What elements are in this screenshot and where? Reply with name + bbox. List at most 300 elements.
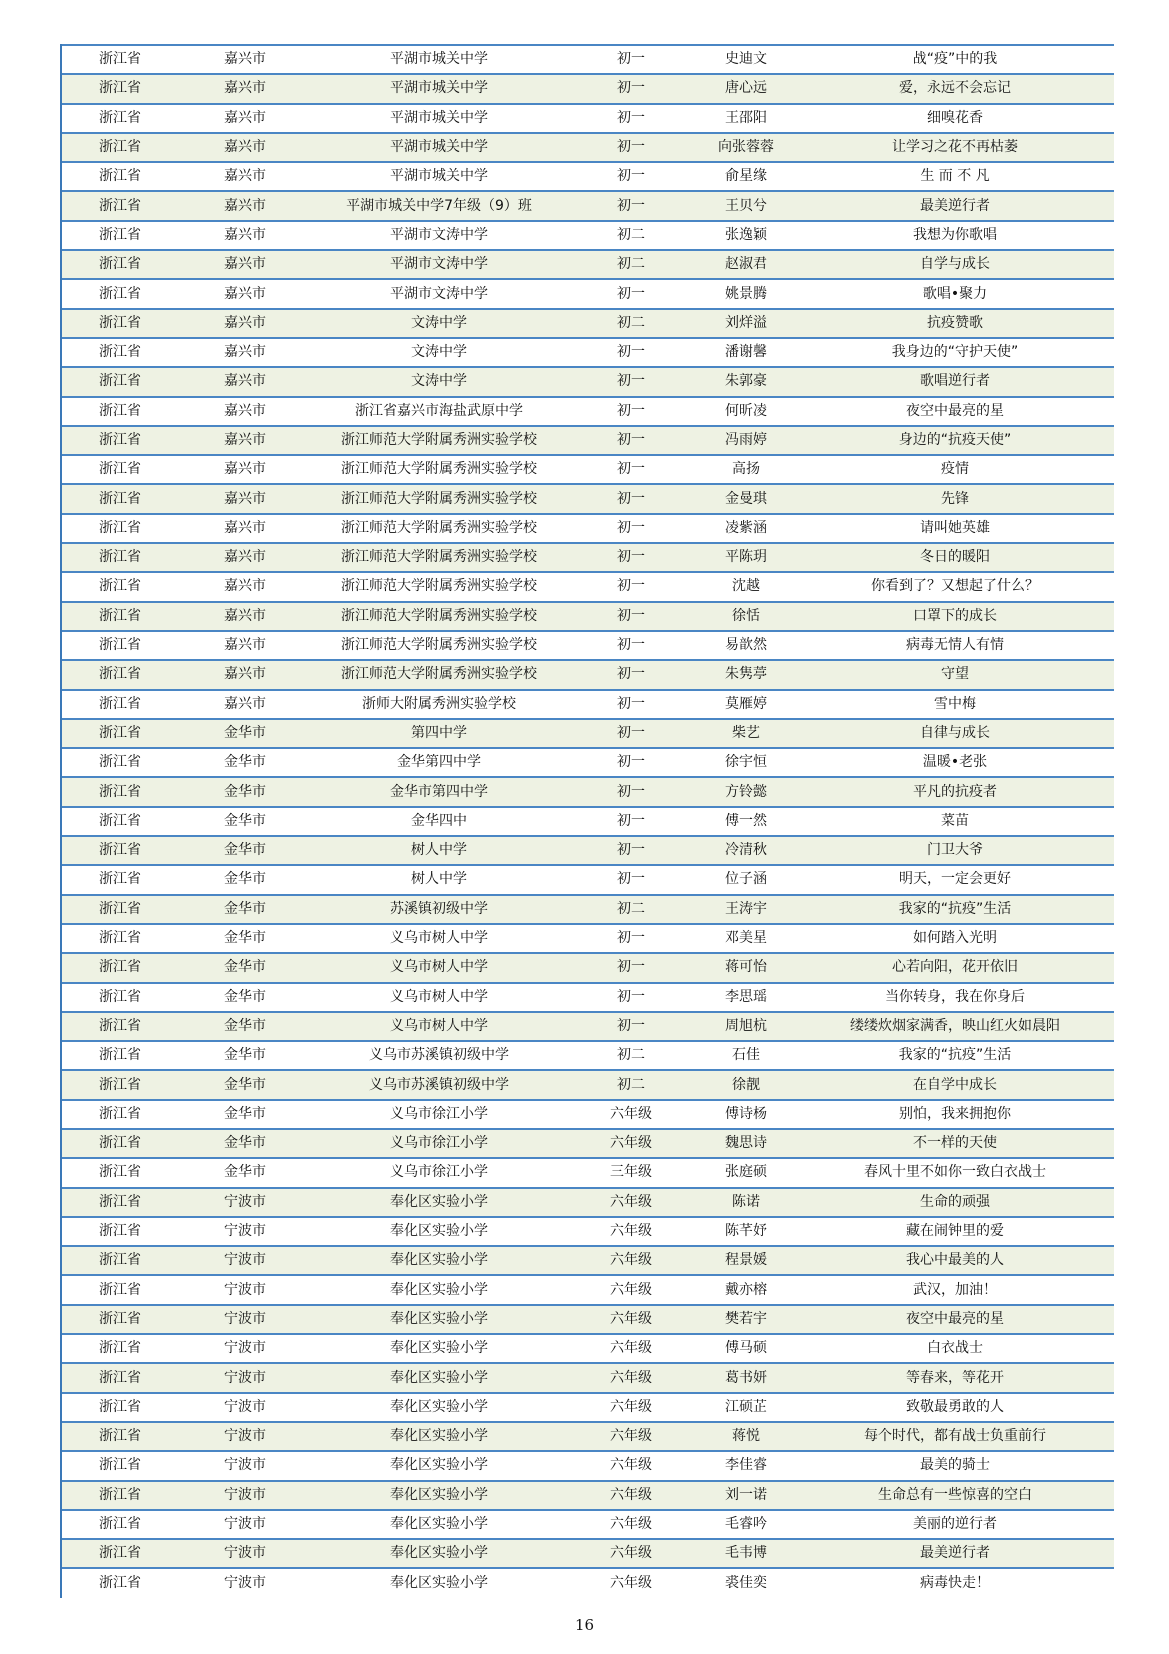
cell-grade: 初二 xyxy=(566,250,696,279)
cell-student-name: 毛韦博 xyxy=(696,1539,796,1568)
cell-essay-title: 病毒无情人有情 xyxy=(796,631,1114,660)
table-row xyxy=(62,162,1114,191)
cell-city: 金华市 xyxy=(178,953,312,982)
cell-school: 平湖市城关中学 xyxy=(312,104,566,133)
cell-student-name: 赵淑君 xyxy=(696,250,796,279)
table-row xyxy=(62,221,1114,250)
awards-table xyxy=(62,44,1114,1598)
cell-essay-title: 春风十里不如你一致白衣战士 xyxy=(796,1158,1114,1187)
cell-city: 嘉兴市 xyxy=(178,660,312,689)
cell-essay-title: 守望 xyxy=(796,660,1114,689)
cell-province: 浙江省 xyxy=(62,1334,178,1363)
cell-school: 金华市第四中学 xyxy=(312,777,566,806)
cell-school: 义乌市树人中学 xyxy=(312,1012,566,1041)
cell-essay-title: 等春来，等花开 xyxy=(796,1363,1114,1392)
cell-student-name: 姚景腾 xyxy=(696,279,796,308)
cell-city: 嘉兴市 xyxy=(178,250,312,279)
cell-city: 金华市 xyxy=(178,983,312,1012)
cell-school: 苏溪镇初级中学 xyxy=(312,895,566,924)
cell-city: 金华市 xyxy=(178,1129,312,1158)
cell-student-name: 蒋可怡 xyxy=(696,953,796,982)
table-row xyxy=(62,279,1114,308)
cell-province: 浙江省 xyxy=(62,484,178,513)
cell-city: 宁波市 xyxy=(178,1510,312,1539)
cell-student-name: 陈芊妤 xyxy=(696,1217,796,1246)
cell-grade: 初一 xyxy=(566,748,696,777)
cell-student-name: 葛书妍 xyxy=(696,1363,796,1392)
table-row xyxy=(62,836,1114,865)
cell-province: 浙江省 xyxy=(62,133,178,162)
cell-province: 浙江省 xyxy=(62,1217,178,1246)
cell-city: 金华市 xyxy=(178,836,312,865)
cell-grade: 初一 xyxy=(566,455,696,484)
cell-student-name: 方铃懿 xyxy=(696,777,796,806)
cell-essay-title: 疫情 xyxy=(796,455,1114,484)
cell-school: 义乌市徐江小学 xyxy=(312,1100,566,1129)
cell-essay-title: 白衣战士 xyxy=(796,1334,1114,1363)
table-row xyxy=(62,1422,1114,1451)
cell-grade: 初一 xyxy=(566,690,696,719)
cell-student-name: 王邵阳 xyxy=(696,104,796,133)
table-row xyxy=(62,1158,1114,1187)
cell-grade: 初一 xyxy=(566,133,696,162)
cell-school: 奉化区实验小学 xyxy=(312,1422,566,1451)
cell-essay-title: 别怕，我来拥抱你 xyxy=(796,1100,1114,1129)
awards-table-container xyxy=(60,44,1114,1598)
cell-grade: 六年级 xyxy=(566,1334,696,1363)
cell-province: 浙江省 xyxy=(62,162,178,191)
cell-province: 浙江省 xyxy=(62,1246,178,1275)
cell-school: 平湖市城关中学 xyxy=(312,45,566,74)
cell-city: 金华市 xyxy=(178,924,312,953)
cell-student-name: 徐恬 xyxy=(696,602,796,631)
table-row xyxy=(62,719,1114,748)
cell-essay-title: 夜空中最亮的星 xyxy=(796,1305,1114,1334)
cell-essay-title: 当你转身，我在你身后 xyxy=(796,983,1114,1012)
table-row xyxy=(62,631,1114,660)
cell-grade: 六年级 xyxy=(566,1246,696,1275)
cell-grade: 初一 xyxy=(566,162,696,191)
cell-province: 浙江省 xyxy=(62,1041,178,1070)
cell-grade: 初一 xyxy=(566,543,696,572)
table-row xyxy=(62,367,1114,396)
cell-province: 浙江省 xyxy=(62,1539,178,1568)
cell-grade: 初一 xyxy=(566,397,696,426)
table-row xyxy=(62,250,1114,279)
cell-city: 嘉兴市 xyxy=(178,602,312,631)
cell-essay-title: 歌唱逆行者 xyxy=(796,367,1114,396)
cell-school: 金华四中 xyxy=(312,807,566,836)
table-row xyxy=(62,777,1114,806)
cell-province: 浙江省 xyxy=(62,338,178,367)
cell-school: 浙师大附属秀洲实验学校 xyxy=(312,690,566,719)
cell-school: 义乌市树人中学 xyxy=(312,983,566,1012)
table-row xyxy=(62,748,1114,777)
cell-province: 浙江省 xyxy=(62,983,178,1012)
cell-city: 宁波市 xyxy=(178,1393,312,1422)
cell-school: 奉化区实验小学 xyxy=(312,1363,566,1392)
cell-school: 奉化区实验小学 xyxy=(312,1334,566,1363)
cell-student-name: 王涛宇 xyxy=(696,895,796,924)
cell-student-name: 向张蓉蓉 xyxy=(696,133,796,162)
cell-city: 嘉兴市 xyxy=(178,572,312,601)
cell-student-name: 毛睿吟 xyxy=(696,1510,796,1539)
cell-school: 义乌市苏溪镇初级中学 xyxy=(312,1070,566,1099)
table-row xyxy=(62,924,1114,953)
cell-province: 浙江省 xyxy=(62,1012,178,1041)
cell-student-name: 傅诗杨 xyxy=(696,1100,796,1129)
cell-student-name: 刘烊溢 xyxy=(696,309,796,338)
cell-grade: 初一 xyxy=(566,602,696,631)
cell-grade: 初一 xyxy=(566,484,696,513)
cell-school: 金华第四中学 xyxy=(312,748,566,777)
table-row xyxy=(62,1568,1114,1597)
cell-city: 宁波市 xyxy=(178,1188,312,1217)
table-row xyxy=(62,1393,1114,1422)
cell-essay-title: 我家的“抗疫”生活 xyxy=(796,895,1114,924)
cell-grade: 初一 xyxy=(566,279,696,308)
table-body xyxy=(62,45,1114,1598)
cell-grade: 初一 xyxy=(566,45,696,74)
cell-province: 浙江省 xyxy=(62,543,178,572)
cell-city: 嘉兴市 xyxy=(178,133,312,162)
cell-essay-title: 你看到了？又想起了什么？ xyxy=(796,572,1114,601)
cell-school: 浙江师范大学附属秀洲实验学校 xyxy=(312,572,566,601)
cell-city: 嘉兴市 xyxy=(178,74,312,103)
cell-school: 义乌市苏溪镇初级中学 xyxy=(312,1041,566,1070)
cell-city: 嘉兴市 xyxy=(178,484,312,513)
table-row xyxy=(62,484,1114,513)
cell-city: 嘉兴市 xyxy=(178,45,312,74)
cell-student-name: 俞星缘 xyxy=(696,162,796,191)
cell-school: 树人中学 xyxy=(312,836,566,865)
cell-grade: 三年级 xyxy=(566,1158,696,1187)
cell-province: 浙江省 xyxy=(62,1363,178,1392)
cell-school: 奉化区实验小学 xyxy=(312,1217,566,1246)
cell-school: 奉化区实验小学 xyxy=(312,1246,566,1275)
cell-grade: 初一 xyxy=(566,836,696,865)
cell-essay-title: 藏在闹钟里的爱 xyxy=(796,1217,1114,1246)
cell-essay-title: 病毒快走！ xyxy=(796,1568,1114,1597)
table-row xyxy=(62,1305,1114,1334)
cell-grade: 六年级 xyxy=(566,1568,696,1597)
cell-grade: 初一 xyxy=(566,367,696,396)
table-row xyxy=(62,514,1114,543)
cell-grade: 六年级 xyxy=(566,1275,696,1304)
cell-province: 浙江省 xyxy=(62,660,178,689)
cell-essay-title: 如何踏入光明 xyxy=(796,924,1114,953)
cell-province: 浙江省 xyxy=(62,309,178,338)
cell-grade: 初一 xyxy=(566,719,696,748)
cell-province: 浙江省 xyxy=(62,104,178,133)
cell-student-name: 平陈玥 xyxy=(696,543,796,572)
cell-student-name: 江硕芷 xyxy=(696,1393,796,1422)
cell-school: 浙江师范大学附属秀洲实验学校 xyxy=(312,602,566,631)
cell-city: 金华市 xyxy=(178,865,312,894)
table-row xyxy=(62,1510,1114,1539)
cell-student-name: 刘一诺 xyxy=(696,1481,796,1510)
table-row xyxy=(62,74,1114,103)
table-row xyxy=(62,1012,1114,1041)
cell-student-name: 戴亦榕 xyxy=(696,1275,796,1304)
cell-province: 浙江省 xyxy=(62,250,178,279)
cell-province: 浙江省 xyxy=(62,455,178,484)
cell-essay-title: 自律与成长 xyxy=(796,719,1114,748)
table-row xyxy=(62,660,1114,689)
table-row xyxy=(62,309,1114,338)
cell-essay-title: 雪中梅 xyxy=(796,690,1114,719)
cell-grade: 六年级 xyxy=(566,1188,696,1217)
cell-city: 嘉兴市 xyxy=(178,309,312,338)
cell-student-name: 位子涵 xyxy=(696,865,796,894)
cell-essay-title: 生命的顽强 xyxy=(796,1188,1114,1217)
cell-province: 浙江省 xyxy=(62,602,178,631)
table-row xyxy=(62,602,1114,631)
cell-school: 平湖市文涛中学 xyxy=(312,250,566,279)
cell-city: 金华市 xyxy=(178,1100,312,1129)
cell-student-name: 蒋悦 xyxy=(696,1422,796,1451)
table-row xyxy=(62,1275,1114,1304)
cell-grade: 六年级 xyxy=(566,1129,696,1158)
cell-essay-title: 歌唱•聚力 xyxy=(796,279,1114,308)
cell-student-name: 李思瑶 xyxy=(696,983,796,1012)
table-row xyxy=(62,1188,1114,1217)
table-row xyxy=(62,1070,1114,1099)
cell-student-name: 冷清秋 xyxy=(696,836,796,865)
cell-province: 浙江省 xyxy=(62,1393,178,1422)
cell-essay-title: 爱，永远不会忘记 xyxy=(796,74,1114,103)
cell-student-name: 张庭硕 xyxy=(696,1158,796,1187)
cell-school: 奉化区实验小学 xyxy=(312,1188,566,1217)
cell-student-name: 魏思诗 xyxy=(696,1129,796,1158)
cell-essay-title: 每个时代，都有战士负重前行 xyxy=(796,1422,1114,1451)
cell-school: 浙江师范大学附属秀洲实验学校 xyxy=(312,631,566,660)
cell-school: 浙江师范大学附属秀洲实验学校 xyxy=(312,660,566,689)
cell-city: 金华市 xyxy=(178,1070,312,1099)
cell-essay-title: 最美的骑士 xyxy=(796,1451,1114,1480)
cell-student-name: 程景媛 xyxy=(696,1246,796,1275)
cell-province: 浙江省 xyxy=(62,1422,178,1451)
cell-student-name: 樊若宇 xyxy=(696,1305,796,1334)
cell-city: 金华市 xyxy=(178,807,312,836)
cell-grade: 初二 xyxy=(566,1041,696,1070)
cell-student-name: 金曼琪 xyxy=(696,484,796,513)
cell-province: 浙江省 xyxy=(62,1158,178,1187)
cell-student-name: 徐靓 xyxy=(696,1070,796,1099)
cell-essay-title: 战“疫”中的我 xyxy=(796,45,1114,74)
cell-city: 金华市 xyxy=(178,1158,312,1187)
cell-essay-title: 抗疫赞歌 xyxy=(796,309,1114,338)
table-row xyxy=(62,1129,1114,1158)
cell-essay-title: 我家的“抗疫”生活 xyxy=(796,1041,1114,1070)
cell-essay-title: 缕缕炊烟家满香，映山红火如晨阳 xyxy=(796,1012,1114,1041)
cell-province: 浙江省 xyxy=(62,631,178,660)
table-row xyxy=(62,690,1114,719)
cell-city: 嘉兴市 xyxy=(178,221,312,250)
cell-province: 浙江省 xyxy=(62,953,178,982)
cell-city: 宁波市 xyxy=(178,1217,312,1246)
cell-student-name: 裘佳奕 xyxy=(696,1568,796,1597)
cell-essay-title: 门卫大爷 xyxy=(796,836,1114,865)
cell-city: 宁波市 xyxy=(178,1568,312,1597)
cell-grade: 初一 xyxy=(566,865,696,894)
cell-province: 浙江省 xyxy=(62,748,178,777)
table-row xyxy=(62,45,1114,74)
cell-city: 宁波市 xyxy=(178,1363,312,1392)
cell-essay-title: 最美逆行者 xyxy=(796,191,1114,220)
cell-grade: 初一 xyxy=(566,191,696,220)
cell-grade: 初一 xyxy=(566,74,696,103)
cell-city: 宁波市 xyxy=(178,1275,312,1304)
cell-student-name: 莫雁婷 xyxy=(696,690,796,719)
cell-school: 浙江师范大学附属秀洲实验学校 xyxy=(312,484,566,513)
table-row xyxy=(62,953,1114,982)
table-row xyxy=(62,1363,1114,1392)
cell-province: 浙江省 xyxy=(62,1451,178,1480)
cell-grade: 初一 xyxy=(566,104,696,133)
cell-student-name: 周旭杭 xyxy=(696,1012,796,1041)
cell-student-name: 邓美星 xyxy=(696,924,796,953)
cell-province: 浙江省 xyxy=(62,865,178,894)
cell-essay-title: 请叫她英雄 xyxy=(796,514,1114,543)
cell-essay-title: 我想为你歌唱 xyxy=(796,221,1114,250)
cell-school: 义乌市徐江小学 xyxy=(312,1129,566,1158)
cell-essay-title: 细嗅花香 xyxy=(796,104,1114,133)
cell-essay-title: 自学与成长 xyxy=(796,250,1114,279)
cell-city: 宁波市 xyxy=(178,1539,312,1568)
cell-city: 金华市 xyxy=(178,895,312,924)
cell-student-name: 傅马硕 xyxy=(696,1334,796,1363)
cell-student-name: 朱郭豪 xyxy=(696,367,796,396)
cell-school: 奉化区实验小学 xyxy=(312,1539,566,1568)
cell-grade: 六年级 xyxy=(566,1393,696,1422)
table-row xyxy=(62,983,1114,1012)
cell-student-name: 张逸颖 xyxy=(696,221,796,250)
cell-essay-title: 让学习之花不再枯萎 xyxy=(796,133,1114,162)
cell-student-name: 王贝兮 xyxy=(696,191,796,220)
cell-school: 浙江师范大学附属秀洲实验学校 xyxy=(312,426,566,455)
cell-grade: 初一 xyxy=(566,426,696,455)
cell-student-name: 沈越 xyxy=(696,572,796,601)
cell-school: 义乌市树人中学 xyxy=(312,953,566,982)
cell-grade: 六年级 xyxy=(566,1451,696,1480)
cell-province: 浙江省 xyxy=(62,690,178,719)
cell-grade: 初一 xyxy=(566,514,696,543)
cell-city: 嘉兴市 xyxy=(178,543,312,572)
cell-province: 浙江省 xyxy=(62,1070,178,1099)
cell-school: 浙江师范大学附属秀洲实验学校 xyxy=(312,514,566,543)
cell-essay-title: 我身边的“守护天使” xyxy=(796,338,1114,367)
cell-student-name: 易歆然 xyxy=(696,631,796,660)
cell-province: 浙江省 xyxy=(62,279,178,308)
cell-province: 浙江省 xyxy=(62,426,178,455)
cell-essay-title: 心若向阳，花开依旧 xyxy=(796,953,1114,982)
cell-grade: 六年级 xyxy=(566,1305,696,1334)
cell-city: 宁波市 xyxy=(178,1334,312,1363)
table-row xyxy=(62,397,1114,426)
cell-grade: 六年级 xyxy=(566,1481,696,1510)
cell-city: 嘉兴市 xyxy=(178,191,312,220)
cell-school: 浙江师范大学附属秀洲实验学校 xyxy=(312,543,566,572)
cell-essay-title: 温暖•老张 xyxy=(796,748,1114,777)
table-row xyxy=(62,1334,1114,1363)
table-row xyxy=(62,426,1114,455)
cell-province: 浙江省 xyxy=(62,777,178,806)
cell-province: 浙江省 xyxy=(62,572,178,601)
cell-essay-title: 平凡的抗疫者 xyxy=(796,777,1114,806)
cell-grade: 初一 xyxy=(566,572,696,601)
cell-grade: 六年级 xyxy=(566,1217,696,1246)
cell-student-name: 傅一然 xyxy=(696,807,796,836)
cell-essay-title: 冬日的暖阳 xyxy=(796,543,1114,572)
cell-school: 第四中学 xyxy=(312,719,566,748)
cell-school: 奉化区实验小学 xyxy=(312,1393,566,1422)
cell-essay-title: 致敬最勇敢的人 xyxy=(796,1393,1114,1422)
table-row xyxy=(62,191,1114,220)
cell-city: 宁波市 xyxy=(178,1246,312,1275)
cell-city: 嘉兴市 xyxy=(178,455,312,484)
cell-school: 义乌市树人中学 xyxy=(312,924,566,953)
cell-city: 嘉兴市 xyxy=(178,397,312,426)
table-row xyxy=(62,104,1114,133)
cell-grade: 初一 xyxy=(566,660,696,689)
table-row xyxy=(62,133,1114,162)
cell-student-name: 冯雨婷 xyxy=(696,426,796,455)
cell-school: 文涛中学 xyxy=(312,338,566,367)
cell-school: 奉化区实验小学 xyxy=(312,1275,566,1304)
cell-province: 浙江省 xyxy=(62,836,178,865)
cell-province: 浙江省 xyxy=(62,1188,178,1217)
cell-city: 宁波市 xyxy=(178,1481,312,1510)
cell-city: 嘉兴市 xyxy=(178,162,312,191)
cell-student-name: 徐宇恒 xyxy=(696,748,796,777)
table-row xyxy=(62,1100,1114,1129)
cell-city: 金华市 xyxy=(178,1041,312,1070)
cell-student-name: 何昕凌 xyxy=(696,397,796,426)
cell-city: 金华市 xyxy=(178,1012,312,1041)
cell-school: 奉化区实验小学 xyxy=(312,1305,566,1334)
cell-school: 奉化区实验小学 xyxy=(312,1568,566,1597)
cell-grade: 初一 xyxy=(566,983,696,1012)
cell-grade: 初二 xyxy=(566,1070,696,1099)
cell-province: 浙江省 xyxy=(62,924,178,953)
cell-essay-title: 生 而 不 凡 xyxy=(796,162,1114,191)
table-row xyxy=(62,572,1114,601)
table-row xyxy=(62,1539,1114,1568)
cell-province: 浙江省 xyxy=(62,514,178,543)
cell-school: 平湖市文涛中学 xyxy=(312,221,566,250)
cell-province: 浙江省 xyxy=(62,191,178,220)
cell-school: 浙江师范大学附属秀洲实验学校 xyxy=(312,455,566,484)
cell-grade: 六年级 xyxy=(566,1100,696,1129)
cell-school: 平湖市城关中学 xyxy=(312,74,566,103)
cell-grade: 初二 xyxy=(566,309,696,338)
table-row xyxy=(62,807,1114,836)
cell-school: 平湖市城关中学 xyxy=(312,162,566,191)
cell-student-name: 唐心远 xyxy=(696,74,796,103)
cell-grade: 六年级 xyxy=(566,1539,696,1568)
cell-province: 浙江省 xyxy=(62,397,178,426)
cell-grade: 初一 xyxy=(566,631,696,660)
cell-province: 浙江省 xyxy=(62,1305,178,1334)
cell-school: 平湖市城关中学7年级（9）班 xyxy=(312,191,566,220)
cell-essay-title: 生命总有一些惊喜的空白 xyxy=(796,1481,1114,1510)
cell-city: 嘉兴市 xyxy=(178,279,312,308)
cell-school: 文涛中学 xyxy=(312,367,566,396)
cell-grade: 初二 xyxy=(566,895,696,924)
cell-essay-title: 菜苗 xyxy=(796,807,1114,836)
cell-essay-title: 明天，一定会更好 xyxy=(796,865,1114,894)
